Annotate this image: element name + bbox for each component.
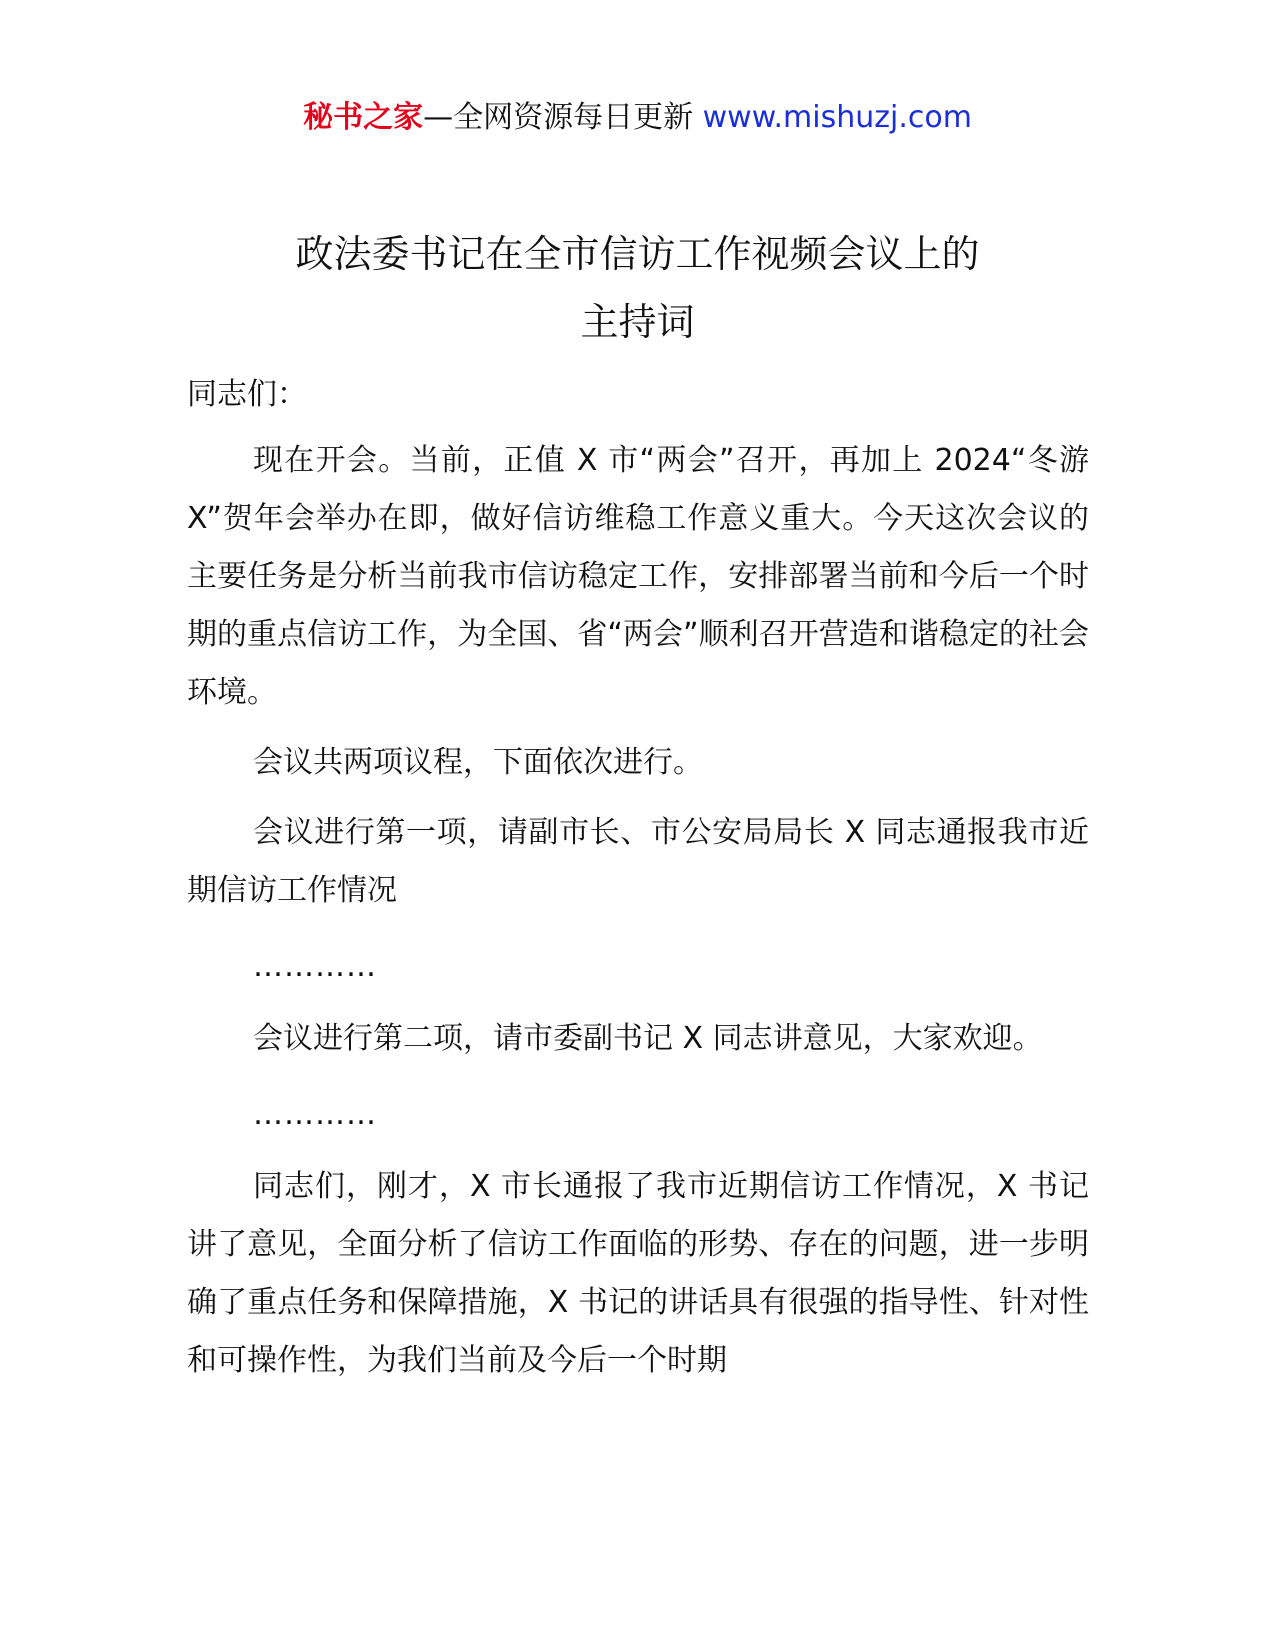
title-line-1: 政法委书记在全市信访工作视频会议上的 — [295, 232, 980, 276]
ellipsis-1: ………… — [253, 949, 377, 984]
site-url-link[interactable]: www.mishuzj.com — [702, 100, 972, 135]
document-body — [187, 366, 1089, 1402]
paragraph-agenda: 会议共两项议程，下面依次进行。 — [253, 745, 703, 780]
site-header — [0, 98, 1275, 138]
paragraph-item-one: 会议进行第一项，请副市长、市公安局局长 X 同志通报我市近期信访工作情况 — [187, 815, 1089, 908]
document-title — [0, 220, 1275, 356]
ellipsis-2: ………… — [253, 1097, 377, 1132]
brand-name: 秘书之家 — [303, 100, 424, 135]
title-line-2: 主持词 — [580, 300, 695, 344]
paragraph-summary: 同志们，刚才，X 市长通报了我市近期信访工作情况，X 书记讲了意见，全面分析了信访工作面临的形势、存在的问题，进一步明确了重点任务和保障措施，X 书记的讲话具有很强的指导性、针对性和可操作性，为我们当前及今后一个时期 — [187, 1169, 1089, 1378]
paragraph-opening: 现在开会。当前，正值 X 市“两会”召开，再加上 2024“冬游 X”贺年会举办在即，做好信访维稳工作意义重大。今天这次会议的主要任务是分析当前我市信访稳定工作，安排部署当前和今后一个时期的重点信访工作，为全国、省“两会”顺利召开营造和谐稳定的社会环境。 — [187, 443, 1089, 710]
paragraph-item-two: 会议进行第二项，请市委副书记 X 同志讲意见，大家欢迎。 — [253, 1021, 1043, 1056]
salutation: 同志们： — [187, 377, 307, 412]
header-tagline: —全网资源每日更新 — [423, 100, 703, 135]
